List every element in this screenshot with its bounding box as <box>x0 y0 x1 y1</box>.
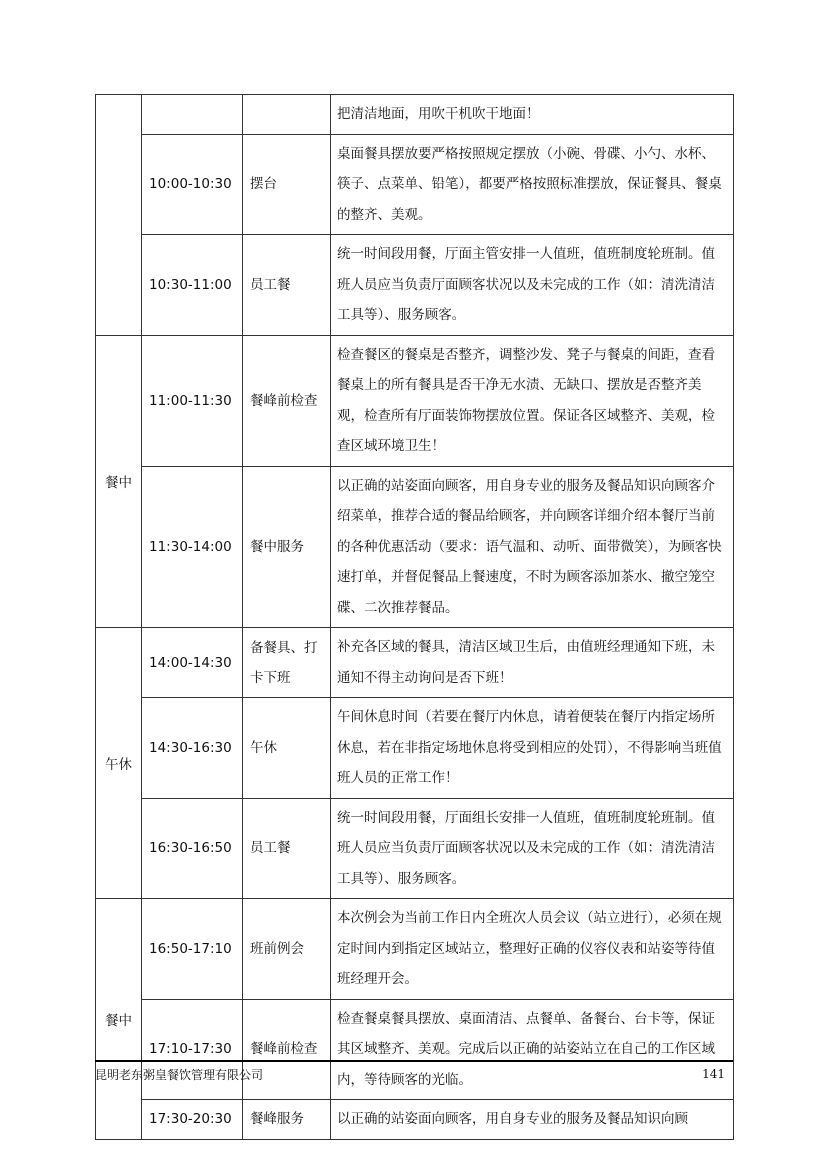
time-cell: 10:00-10:30 <box>142 134 243 235</box>
time-cell: 14:00-14:30 <box>142 628 243 698</box>
task-cell: 餐峰前检查 <box>243 335 331 466</box>
desc-cell: 统一时间段用餐，厅面主管安排一人值班，值班制度轮班制。值班人员应当负责厅面顾客状况以及未完成的工作（如：清洗清洁工具等）、服务顾客。 <box>331 235 734 336</box>
time-cell: 11:00-11:30 <box>142 335 243 466</box>
desc-cell: 把清洁地面，用吹干机吹干地面！ <box>331 95 734 135</box>
table-row <box>96 95 734 135</box>
task-cell <box>243 95 331 135</box>
desc-cell: 以正确的站姿面向顾客，用自身专业的服务及餐品知识向顾客介绍菜单，推荐合适的餐品给顾客，并向顾客详细介绍本餐厅当前的各种优惠活动（要求：语气温和、动听、面带微笑），为顾客快速打单，并督促餐品上餐速度，不时为顾客添加茶水、撤空笼空碟、二次推荐餐品。 <box>331 466 734 628</box>
task-cell: 班前例会 <box>243 899 331 1000</box>
desc-cell: 本次例会为当前工作日内全班次人员会议（站立进行），必须在规定时间内到指定区域站立，整理好正确的仪容仪表和站姿等待值班经理开会。 <box>331 899 734 1000</box>
period-cell: 餐中 <box>96 335 142 628</box>
table-row <box>96 999 734 1100</box>
desc-cell: 桌面餐具摆放要严格按照规定摆放（小碗、骨碟、小勺、水杯、筷子、点菜单、铅笔），都要严格按照标准摆放，保证餐具、餐桌的整齐、美观。 <box>331 134 734 235</box>
time-cell: 10:30-11:00 <box>142 235 243 336</box>
table-row <box>96 698 734 799</box>
time-cell: 14:30-16:30 <box>142 698 243 799</box>
time-cell: 16:50-17:10 <box>142 899 243 1000</box>
desc-cell: 检查餐区的餐桌是否整齐，调整沙发、凳子与餐桌的间距，查看餐桌上的所有餐具是否干净无水渍、无缺口、摆放是否整齐美观，检查所有厅面装饰物摆放位置。保证各区域整齐、美观，检查区域环境卫生！ <box>331 335 734 466</box>
desc-cell: 午间休息时间（若要在餐厅内休息，请着便装在餐厅内指定场所休息，若在非指定场地休息将受到相应的处罚），不得影响当班值班人员的正常工作！ <box>331 698 734 799</box>
footer-company-name: 昆明老东粥皇餐饮管理有限公司 <box>95 1068 264 1082</box>
table-row <box>96 235 734 336</box>
time-cell: 17:30-20:30 <box>142 1100 243 1140</box>
time-cell: 16:30-16:50 <box>142 798 243 899</box>
desc-cell: 统一时间段用餐，厅面组长安排一人值班，值班制度轮班制。值班人员应当负责厅面顾客状况以及未完成的工作（如：清洗清洁工具等）、服务顾客。 <box>331 798 734 899</box>
desc-cell: 补充各区域的餐具，清洁区域卫生后，由值班经理通知下班，未通知不得主动询问是否下班！ <box>331 628 734 698</box>
task-cell: 餐峰前检查 <box>243 999 331 1100</box>
time-cell: 17:10-17:30 <box>142 999 243 1100</box>
time-cell <box>142 95 243 135</box>
table-row <box>96 1100 734 1140</box>
table-row <box>96 899 734 1000</box>
period-cell: 午休 <box>96 628 142 899</box>
period-cell <box>96 95 142 336</box>
table-row <box>96 335 734 466</box>
desc-cell: 以正确的站姿面向顾客，用自身专业的服务及餐品知识向顾 <box>331 1100 734 1140</box>
table-row <box>96 798 734 899</box>
task-cell: 员工餐 <box>243 798 331 899</box>
footer-rule <box>95 1060 733 1062</box>
table-row <box>96 628 734 698</box>
schedule-table <box>95 94 734 1140</box>
task-cell: 摆台 <box>243 134 331 235</box>
period-cell: 餐中 <box>96 899 142 1140</box>
desc-cell: 检查餐桌餐具摆放、桌面清洁、点餐单、备餐台、台卡等，保证其区域整齐、美观。完成后以正确的站姿站立在自己的工作区域内，等待顾客的光临。 <box>331 999 734 1100</box>
task-cell: 备餐具、打卡下班 <box>243 628 331 698</box>
time-cell: 11:30-14:00 <box>142 466 243 628</box>
page-number: 141 <box>702 1067 725 1081</box>
task-cell: 餐中服务 <box>243 466 331 628</box>
task-cell: 员工餐 <box>243 235 331 336</box>
task-cell: 餐峰服务 <box>243 1100 331 1140</box>
table-row <box>96 466 734 628</box>
table-row <box>96 134 734 235</box>
task-cell: 午休 <box>243 698 331 799</box>
